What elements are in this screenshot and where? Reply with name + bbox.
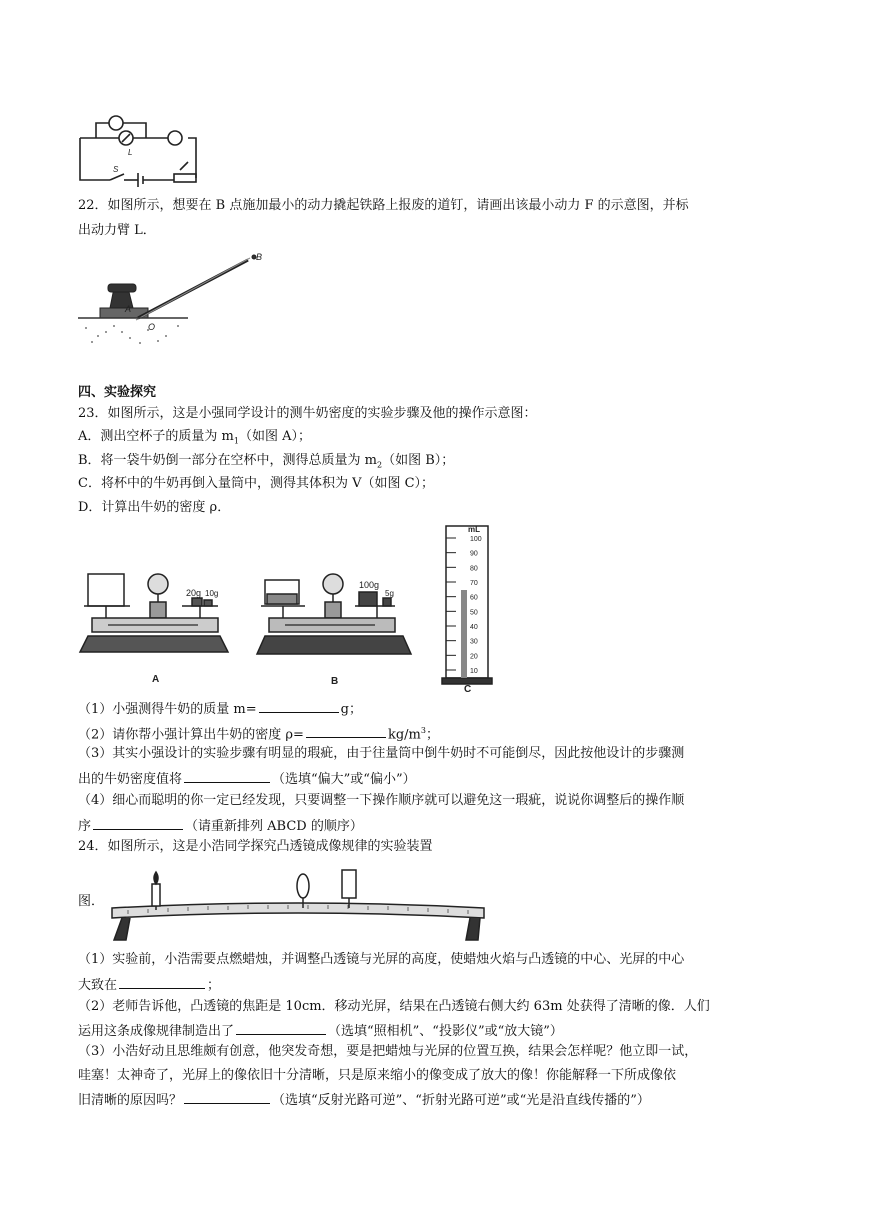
optical-bench-figure [108,860,490,942]
lever-point-o: O [148,322,156,332]
q24-intro: 24．如图所示，这是小浩同学探究凸透镜成像规律的实验装置 [78,839,433,854]
q24-sub1-line2: 大致在 ； [78,975,220,995]
answer-blank-mass[interactable] [259,699,339,713]
fig-a-label: A [152,674,160,685]
cylinder-tick-label: 30 [470,638,478,646]
lamp-label: L [128,148,133,157]
q24-sub3-line2: 哇塞！太神奇了，光屏上的像依旧十分清晰，只是原来缩小的像变成了放大的像！你能解释一下所成像依 [78,1068,677,1083]
q23-sub3-line1: （3）其实小强设计的实验步骤有明显的瑕疵，由于往量筒中倒牛奶时不可能倒尽，因此按他设计的步骤测 [78,746,685,761]
section-title: 四、实验探究 [78,385,157,400]
q23-sub3-line2: 出的牛奶密度值将 （选填“偏大”或“偏小”） [78,769,416,789]
q23-sub4-line1: （4）细心而聪明的你一定已经发现，只要调整一下操作顺序就可以避免这一瑕疵，说说你调整后的操作顺 [78,793,685,808]
cylinder-tick-label: 10 [470,668,478,675]
switch-label: S [113,165,119,174]
lever-figure [78,248,268,346]
q22-text-line1: 22．如图所示，想要在 B 点施加最小的动力撬起铁路上报废的道钉，请画出该最小动力 F 的示意图，并标 [78,198,689,213]
q24-sub2-line2: 运用这条成像规律制造出了 （选填“照相机”、“投影仪”或“放大镜”） [78,1021,563,1041]
cylinder-tick-label: 20 [470,653,478,661]
weight-100g-label: 100g [359,580,380,590]
answer-blank-density[interactable] [306,724,386,738]
q23-sub1: （1）小强测得牛奶的质量 m= g； [78,699,362,719]
fig-c-label: C [464,684,472,692]
cylinder-tick-label: 60 [470,594,478,602]
q23-sub2: （2）请你帮小强计算出牛奶的密度 $\rho= kg/m^3$； [78,726,439,743]
q24-sub3-line1: （3）小浩好动且思维颇有创意，他突发奇想，要是把蜡烛与光屏的位置互换，结果会怎样呢？他立即一试， [78,1044,698,1059]
weight-20g-label: 20g [186,588,202,598]
answer-blank-order[interactable] [93,816,183,830]
q24-fig-caption: 图． [78,894,105,909]
lever-point-a: A [125,304,132,314]
weight-10g-label: 10g [205,589,219,598]
cylinder-tick-label: 90 [470,550,478,558]
q23-sub4-line2: 序 （请重新排列 ABCD 的顺序） [78,816,363,836]
q23-step-b: B．将一袋牛奶倒一部分在空杯中，测得总质量为 $m_2$（如图 B）； [78,453,455,470]
balance-a-figure [78,566,238,692]
cylinder-tick-label: 80 [470,565,478,573]
weight-5g-label: 5g [385,589,394,598]
q24-sub3-line3: 旧清晰的原因吗？ （选填“反射光路可逆”、“折射光路可逆”或“光是沿直线传播的”） [78,1090,650,1110]
q23-step-c: C．将杯中的牛奶再倒入量筒中，测得其体积为 V（如图 C）； [78,476,435,491]
cylinder-tick-label: 50 [470,609,478,617]
circuit-diagram [76,110,202,188]
q23-step-d: D．计算出牛奶的密度 ρ． [78,500,231,515]
cylinder-figure [440,520,500,692]
q23-step-a: A．测出空杯子的质量为 $m_1$（如图 A）； [78,429,311,446]
cylinder-tick-label: 40 [470,624,478,631]
answer-blank-bias[interactable] [184,769,270,783]
answer-blank-device[interactable] [236,1021,326,1035]
answer-blank-reason[interactable] [184,1090,270,1104]
answer-blank-center-height[interactable] [119,975,205,989]
cylinder-unit: mL [468,525,480,534]
balance-b-figure [255,566,420,692]
q23-intro: 23．如图所示，这是小强同学设计的测牛奶密度的实验步骤及他的操作示意图： [78,406,537,421]
cylinder-tick-label: 100 [470,536,482,543]
cylinder-tick-label: 70 [470,580,478,587]
q24-sub2-line1: （2）老师告诉他，凸透镜的焦距是 10cm．移动光屏，结果在凸透镜右侧大约 63m 处获得了清晰的像．人们 [78,999,710,1014]
q24-sub1-line1: （1）实验前，小浩需要点燃蜡烛，并调整凸透镜与光屏的高度，使蜡烛火焰与凸透镜的中心、光屏的中心 [78,952,685,967]
q22-text-line2: 出动力臂 L． [78,223,156,238]
fig-b-label: B [331,676,339,687]
lever-point-b: B [256,252,263,262]
